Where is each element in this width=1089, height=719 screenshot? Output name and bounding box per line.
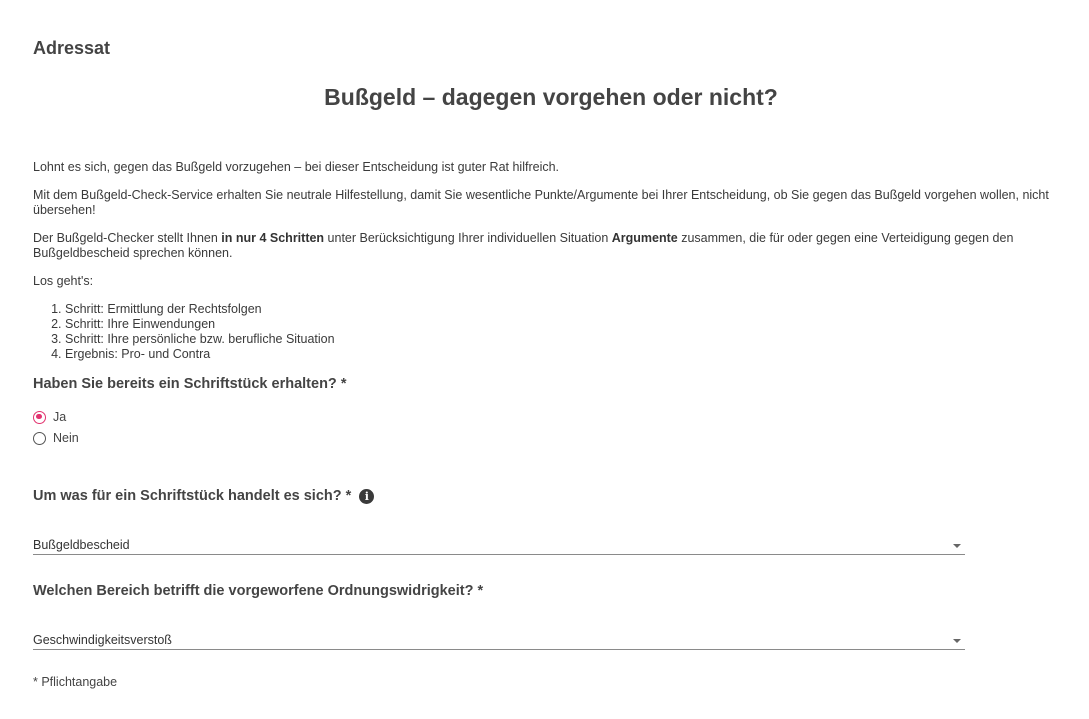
question-offense-area-label: Welchen Bereich betrifft die vorgeworfene Ordnungswidrigkeit? * (33, 583, 484, 599)
radio-button[interactable] (33, 432, 46, 445)
intro-text (33, 160, 1069, 362)
intro-p3-text-2: unter Berücksichtigung Ihrer individuellen Situation (324, 231, 612, 245)
intro-paragraph-4: Los geht's: (33, 274, 94, 288)
radio-option-nein[interactable] (33, 431, 79, 445)
info-icon[interactable]: i (359, 489, 374, 504)
question-document-received-label: Haben Sie bereits ein Schriftstück erhalten? * (33, 376, 347, 392)
radio-label-nein: Nein (53, 431, 79, 445)
page-title: Bußgeld – dagegen vorgehen oder nicht? (324, 84, 778, 110)
radio-option-ja[interactable] (33, 410, 66, 424)
step-item: 1. Schritt: Ermittlung der Rechtsfolgen (65, 302, 1069, 317)
intro-p3-text-3: zusammen, die für oder gegen eine Verteidigung gegen den Bußgeldbescheid sprechen können. (33, 231, 1014, 260)
intro-p3-bold-1: in nur 4 Schritten (221, 231, 325, 245)
radio-button-checked[interactable] (33, 411, 46, 424)
intro-paragraph-1: Lohnt es sich, gegen das Bußgeld vorzugehen – bei dieser Entscheidung ist guter Rat hilfreich. (33, 160, 560, 174)
step-item: 4. Ergebnis: Pro- und Contra (65, 347, 1069, 362)
question-document-type-text: Um was für ein Schriftstück handelt es sich? * (33, 488, 352, 504)
offense-area-select[interactable] (33, 631, 965, 650)
step-item: 2. Schritt: Ihre Einwendungen (65, 317, 1069, 332)
caret-down-icon (953, 544, 961, 548)
step-item: 3. Schritt: Ihre persönliche bzw. berufliche Situation (65, 332, 1069, 347)
required-footnote: * Pflichtangabe (33, 675, 118, 689)
caret-down-icon (953, 639, 961, 643)
intro-paragraph-2: Mit dem Bußgeld-Check-Service erhalten Sie neutrale Hilfestellung, damit Sie wesentliche Punkte/Argumente bei Ihrer Entscheidung, ob Sie gegen das Bußgeld vorgehen wollen, nicht übersehen! (33, 188, 1049, 217)
document-type-select[interactable] (33, 536, 965, 555)
steps-list (33, 302, 1069, 362)
section-title: Adressat (33, 38, 111, 58)
radio-label-ja: Ja (53, 410, 67, 424)
question-document-type-label (33, 488, 374, 504)
intro-p3-text-1: Der Bußgeld-Checker stellt Ihnen (33, 231, 222, 245)
offense-area-value: Geschwindigkeitsverstoß (33, 633, 172, 647)
intro-paragraph-3 (33, 231, 1069, 261)
intro-p3-bold-2: Argumente (611, 231, 678, 245)
document-type-value: Bußgeldbescheid (33, 538, 130, 552)
